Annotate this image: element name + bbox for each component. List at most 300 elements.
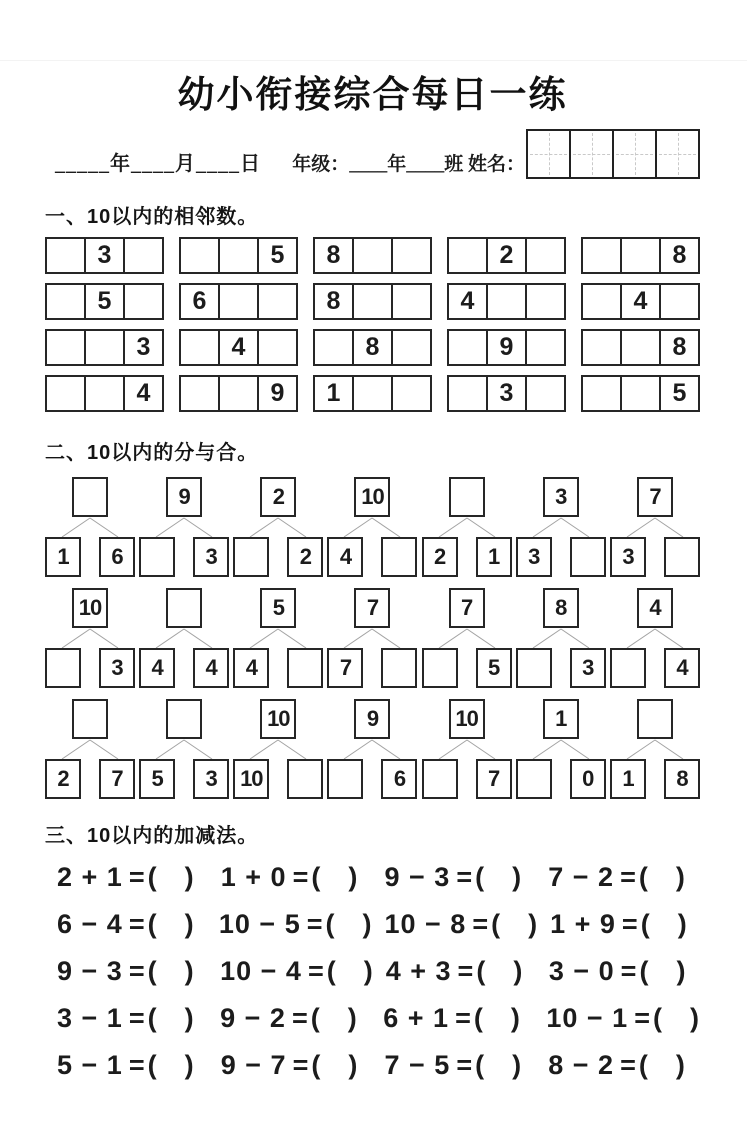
adjacent-row: [45, 283, 700, 320]
paren-close: ): [528, 909, 539, 939]
adjacent-group: [313, 237, 432, 274]
equals-sign: =: [292, 1050, 310, 1080]
bond-children: [327, 537, 417, 577]
adjacent-cell-filled: 3: [123, 329, 164, 366]
adjacent-cell-blank: [620, 375, 661, 412]
equation: [209, 862, 373, 893]
adjacent-cell-blank: [179, 375, 220, 412]
bond-row: [45, 699, 700, 799]
adjacent-cell-blank: [525, 375, 566, 412]
adjacent-cell-blank: [84, 375, 125, 412]
paren-close: ): [675, 862, 686, 892]
paren-close: ): [675, 1050, 686, 1080]
adjacent-cell-blank: [45, 283, 86, 320]
equals-sign: =: [456, 862, 474, 892]
paren-close: ): [362, 909, 373, 939]
equation: [537, 956, 700, 987]
bond-children: [45, 759, 135, 799]
bond-children: [139, 648, 229, 688]
adjacent-group: [447, 375, 566, 412]
adjacent-cell-filled: 4: [123, 375, 164, 412]
number-bond: [610, 699, 700, 799]
paren-close: ): [184, 956, 195, 986]
adjacent-cell-blank: [581, 329, 622, 366]
bond-child-blank: [516, 648, 552, 688]
bond-top-blank: [166, 699, 202, 739]
paren-open: (: [326, 956, 337, 986]
number-bond: [422, 477, 512, 577]
paren-open: (: [476, 956, 487, 986]
equation-expression: 9 − 7: [220, 1050, 287, 1080]
paren-open: (: [475, 1050, 486, 1080]
equals-sign: =: [128, 956, 146, 986]
bond-child-blank: [327, 759, 363, 799]
equation: [207, 909, 373, 940]
adjacent-cell-filled: 4: [218, 329, 259, 366]
adjacent-cell-blank: [179, 237, 220, 274]
equation: [371, 1003, 534, 1034]
name-grid-cell: [655, 129, 700, 179]
adjacent-cell-blank: [257, 329, 298, 366]
bond-top-filled: 8: [543, 588, 579, 628]
paren-open: (: [640, 909, 651, 939]
bond-child-blank: [233, 537, 269, 577]
equation: [536, 862, 700, 893]
number-bond: [139, 699, 229, 799]
worksheet-title: 幼小衔接综合每日一练: [177, 74, 568, 115]
number-bond: [516, 588, 606, 688]
equals-sign: =: [292, 862, 310, 892]
name-grid-cell: [569, 129, 614, 179]
number-bond: [233, 477, 323, 577]
paren-close: ): [363, 956, 374, 986]
adjacent-cell-filled: 8: [659, 237, 700, 274]
equals-sign: =: [457, 956, 475, 986]
adjacent-cell-blank: [447, 375, 488, 412]
bond-top-filled: 9: [166, 477, 202, 517]
adjacent-cell-filled: 5: [257, 237, 298, 274]
bond-child-filled: 7: [476, 759, 512, 799]
adjacent-cell-blank: [84, 329, 125, 366]
paren-close: ): [676, 956, 687, 986]
adjacent-group: [45, 283, 164, 320]
bond-top-blank: [72, 699, 108, 739]
bond-child-blank: [45, 648, 81, 688]
equals-sign: =: [128, 1050, 146, 1080]
number-bond: [610, 588, 700, 688]
adjacent-cell-filled: 3: [486, 375, 527, 412]
date-line: _____年____月____日: [55, 153, 261, 175]
equals-sign: =: [291, 1003, 309, 1033]
bond-child-blank: [516, 759, 552, 799]
equation-expression: 7 − 5: [384, 1050, 451, 1080]
name-grid-cell: [612, 129, 657, 179]
adjacent-numbers-heading: 一、10以内的相邻数。: [45, 206, 259, 228]
bond-connector-lines: [516, 739, 606, 759]
equation: [45, 862, 209, 893]
paren-open: (: [147, 862, 158, 892]
equation: [373, 1050, 537, 1081]
bond-child-filled: 3: [570, 648, 606, 688]
bond-top-filled: 7: [449, 588, 485, 628]
adjacent-cell-filled: 5: [84, 283, 125, 320]
equation: [209, 1050, 373, 1081]
arithmetic-heading: 三、10以内的加减法。: [45, 825, 259, 847]
bond-child-filled: 5: [139, 759, 175, 799]
name-grid-cell: [526, 129, 571, 179]
bond-top-filled: 10: [72, 588, 108, 628]
adjacent-cell-blank: [45, 329, 86, 366]
bond-children: [327, 759, 417, 799]
adjacent-cell-blank: [218, 237, 259, 274]
adjacent-cell-blank: [447, 237, 488, 274]
adjacent-cell-filled: 4: [447, 283, 488, 320]
equation: [45, 909, 207, 940]
number-bond: [139, 477, 229, 577]
equation-expression: 10 − 5: [218, 909, 301, 939]
paren-open: (: [652, 1003, 663, 1033]
bond-connector-lines: [139, 517, 229, 537]
equals-sign: =: [307, 956, 325, 986]
paren-open: (: [638, 862, 649, 892]
paren-close: ): [348, 862, 359, 892]
bond-connector-lines: [516, 517, 606, 537]
bond-children: [422, 648, 512, 688]
adjacent-cell-blank: [218, 283, 259, 320]
equation: [536, 1050, 700, 1081]
worksheet-content: [45, 0, 700, 1097]
adjacent-cell-filled: 3: [84, 237, 125, 274]
adjacent-group: [313, 283, 432, 320]
bond-child-blank: [422, 648, 458, 688]
equals-sign: =: [620, 1050, 637, 1080]
bond-connector-lines: [610, 517, 700, 537]
adjacent-cell-blank: [581, 237, 622, 274]
bond-child-filled: 4: [664, 648, 700, 688]
adjacent-group: [313, 375, 432, 412]
bond-child-filled: 4: [233, 648, 269, 688]
adjacent-group: [179, 375, 298, 412]
number-bond: [516, 699, 606, 799]
equation-expression: 3 − 1: [57, 1003, 123, 1033]
bond-child-blank: [422, 759, 458, 799]
paren-close: ): [510, 1003, 521, 1033]
adjacent-group: [45, 329, 164, 366]
paren-open: (: [475, 862, 486, 892]
adjacent-group: [179, 237, 298, 274]
adjacent-group: [45, 375, 164, 412]
bond-top-blank: [449, 477, 485, 517]
bond-children: [139, 537, 229, 577]
number-bond: [233, 699, 323, 799]
equals-sign: =: [620, 862, 637, 892]
bond-row: [45, 477, 700, 577]
paren-close: ): [512, 1050, 523, 1080]
bond-children: [233, 759, 323, 799]
bond-children: [516, 759, 606, 799]
header-row: [45, 120, 700, 176]
number-bond: [45, 477, 135, 577]
number-bond: [139, 588, 229, 688]
equation-row: [45, 862, 700, 893]
paren-open: (: [310, 1003, 321, 1033]
equation-rows: [45, 862, 700, 1081]
equation-row: [45, 909, 700, 940]
paren-close: ): [677, 909, 688, 939]
bond-rows: [45, 477, 700, 799]
adjacent-row: [45, 237, 700, 274]
bond-children: [516, 648, 606, 688]
bond-child-blank: [381, 537, 417, 577]
bond-child-filled: 4: [139, 648, 175, 688]
adjacent-cell-filled: 9: [486, 329, 527, 366]
bond-top-filled: 10: [260, 699, 296, 739]
adjacent-group: [313, 329, 432, 366]
equals-sign: =: [621, 909, 639, 939]
equation-expression: 1 + 0: [220, 862, 287, 892]
equation-expression: 9 − 3: [57, 956, 123, 986]
bond-children: [422, 537, 512, 577]
equation: [45, 956, 208, 987]
bond-child-filled: 8: [664, 759, 700, 799]
bond-connector-lines: [45, 628, 135, 648]
number-bond: [422, 699, 512, 799]
bond-children: [233, 537, 323, 577]
bond-child-filled: 5: [476, 648, 512, 688]
bond-children: [422, 759, 512, 799]
equals-sign: =: [128, 1003, 146, 1033]
bond-child-filled: 3: [193, 759, 229, 799]
bond-child-filled: 1: [476, 537, 512, 577]
bond-child-filled: 1: [610, 759, 646, 799]
bond-connector-lines: [422, 517, 512, 537]
bond-top-filled: 7: [637, 477, 673, 517]
equation-row: [45, 1050, 700, 1081]
paren-open: (: [491, 909, 502, 939]
equation-expression: 7 − 2: [548, 862, 615, 892]
bond-child-blank: [381, 648, 417, 688]
bond-connector-lines: [516, 628, 606, 648]
paren-open: (: [473, 1003, 484, 1033]
bond-top-filled: 1: [543, 699, 579, 739]
equation-expression: 9 − 3: [384, 862, 451, 892]
adjacent-cell-blank: [352, 283, 393, 320]
bond-child-filled: 1: [45, 537, 81, 577]
bond-child-filled: 10: [233, 759, 269, 799]
equation-expression: 10 − 8: [384, 909, 467, 939]
equation-expression: 3 − 0: [548, 956, 615, 986]
adjacent-cell-blank: [447, 329, 488, 366]
adjacent-cell-blank: [486, 283, 527, 320]
bond-child-blank: [664, 537, 700, 577]
adjacent-cell-blank: [391, 329, 432, 366]
adjacent-cell-filled: 1: [313, 375, 354, 412]
adjacent-cell-blank: [525, 283, 566, 320]
bond-connector-lines: [233, 628, 323, 648]
bond-children: [45, 537, 135, 577]
adjacent-group: [179, 329, 298, 366]
adjacent-cell-blank: [313, 329, 354, 366]
adjacent-cell-blank: [391, 283, 432, 320]
bond-connector-lines: [610, 739, 700, 759]
paren-close: ): [512, 862, 523, 892]
bond-top-blank: [72, 477, 108, 517]
bond-child-filled: 7: [99, 759, 135, 799]
adjacent-cell-blank: [620, 329, 661, 366]
adjacent-group: [45, 237, 164, 274]
equals-sign: =: [455, 1003, 472, 1033]
paren-open: (: [638, 1050, 649, 1080]
number-bond: [327, 477, 417, 577]
equation-expression: 4 + 3: [385, 956, 452, 986]
equals-sign: =: [472, 909, 490, 939]
adjacent-cell-blank: [45, 237, 86, 274]
equation-expression: 6 − 4: [57, 909, 123, 939]
bond-children: [516, 537, 606, 577]
equals-sign: =: [456, 1050, 474, 1080]
bond-top-filled: 3: [543, 477, 579, 517]
adjacent-cell-blank: [391, 375, 432, 412]
bond-top-filled: 5: [260, 588, 296, 628]
bond-connector-lines: [422, 739, 512, 759]
equation: [534, 1003, 700, 1034]
equals-sign: =: [634, 1003, 651, 1033]
bond-children: [233, 648, 323, 688]
number-bond: [610, 477, 700, 577]
paren-close: ): [347, 1003, 358, 1033]
number-bond: [45, 699, 135, 799]
adjacent-cell-blank: [525, 237, 566, 274]
bond-child-blank: [570, 537, 606, 577]
equals-sign: =: [620, 956, 638, 986]
bond-child-filled: 3: [193, 537, 229, 577]
paren-close: ): [184, 909, 195, 939]
number-bond: [327, 699, 417, 799]
bond-child-filled: 2: [45, 759, 81, 799]
adjacent-cell-blank: [620, 237, 661, 274]
bond-children: [610, 537, 700, 577]
paren-open: (: [311, 1050, 322, 1080]
bond-child-blank: [139, 537, 175, 577]
equation-expression: 1 + 9: [550, 909, 616, 939]
equation-row: [45, 1003, 700, 1034]
adjacent-group: [581, 375, 700, 412]
bond-child-filled: 6: [381, 759, 417, 799]
bond-child-filled: 4: [327, 537, 363, 577]
class-name-line: 年级：____年____班 姓名：: [292, 154, 525, 175]
equation: [374, 956, 537, 987]
adjacent-group: [447, 329, 566, 366]
equation-row: [45, 956, 700, 987]
bond-child-blank: [287, 648, 323, 688]
adjacent-cell-filled: 8: [352, 329, 393, 366]
equation-expression: 10 − 4: [220, 956, 302, 986]
bond-top-filled: 4: [637, 588, 673, 628]
bond-top-blank: [637, 699, 673, 739]
bond-children: [610, 759, 700, 799]
bond-row: [45, 588, 700, 688]
adjacent-cell-blank: [659, 283, 700, 320]
equation-expression: 8 − 2: [548, 1050, 615, 1080]
adjacent-cell-filled: 8: [659, 329, 700, 366]
adjacent-cell-blank: [352, 375, 393, 412]
bond-top-filled: 10: [449, 699, 485, 739]
adjacent-group: [581, 283, 700, 320]
adjacent-group: [581, 329, 700, 366]
bond-child-filled: 3: [516, 537, 552, 577]
adjacent-cell-blank: [179, 329, 220, 366]
adjacent-cell-blank: [391, 237, 432, 274]
bond-connector-lines: [233, 517, 323, 537]
paren-close: ): [689, 1003, 700, 1033]
equation-expression: 6 + 1: [383, 1003, 450, 1033]
bond-top-filled: 9: [354, 699, 390, 739]
bond-child-filled: 6: [99, 537, 135, 577]
adjacent-cell-blank: [525, 329, 566, 366]
name-grid: [528, 129, 700, 179]
bond-child-filled: 0: [570, 759, 606, 799]
paren-close: ): [513, 956, 524, 986]
number-bond: [516, 477, 606, 577]
bond-connector-lines: [327, 739, 417, 759]
bond-top-filled: 10: [354, 477, 390, 517]
equation: [373, 862, 537, 893]
adjacent-cell-blank: [352, 237, 393, 274]
adjacent-cell-blank: [218, 375, 259, 412]
equation-expression: 2 + 1: [57, 862, 123, 892]
bond-connector-lines: [139, 739, 229, 759]
adjacent-cell-filled: 2: [486, 237, 527, 274]
bond-connector-lines: [327, 628, 417, 648]
bond-children: [327, 648, 417, 688]
equation: [538, 909, 700, 940]
equation: [373, 909, 539, 940]
bond-child-filled: 7: [327, 648, 363, 688]
adjacent-row: [45, 329, 700, 366]
number-bond: [422, 588, 512, 688]
adjacent-cell-filled: 9: [257, 375, 298, 412]
equation-expression: 9 − 2: [220, 1003, 286, 1033]
adjacent-cell-blank: [123, 237, 164, 274]
equation-expression: 5 − 1: [57, 1050, 123, 1080]
adjacent-group: [447, 237, 566, 274]
adjacent-group: [447, 283, 566, 320]
bond-child-filled: 4: [193, 648, 229, 688]
number-bond: [233, 588, 323, 688]
equation: [208, 956, 374, 987]
paren-close: ): [184, 1050, 195, 1080]
equation-expression: 10 − 1: [546, 1003, 629, 1033]
adjacent-rows: [45, 237, 700, 412]
adjacent-cell-blank: [581, 375, 622, 412]
adjacent-cell-filled: 8: [313, 283, 354, 320]
number-bond: [327, 588, 417, 688]
number-bonds-heading: 二、10以内的分与合。: [45, 442, 259, 464]
paren-open: (: [147, 909, 158, 939]
equals-sign: =: [306, 909, 324, 939]
paren-open: (: [147, 1050, 158, 1080]
bond-connector-lines: [233, 739, 323, 759]
paren-close: ): [184, 1003, 195, 1033]
paren-close: ): [184, 862, 195, 892]
adjacent-cell-blank: [581, 283, 622, 320]
bond-child-blank: [610, 648, 646, 688]
equation: [45, 1003, 208, 1034]
bond-connector-lines: [45, 739, 135, 759]
equation: [208, 1003, 371, 1034]
adjacent-cell-filled: 5: [659, 375, 700, 412]
bond-children: [45, 648, 135, 688]
